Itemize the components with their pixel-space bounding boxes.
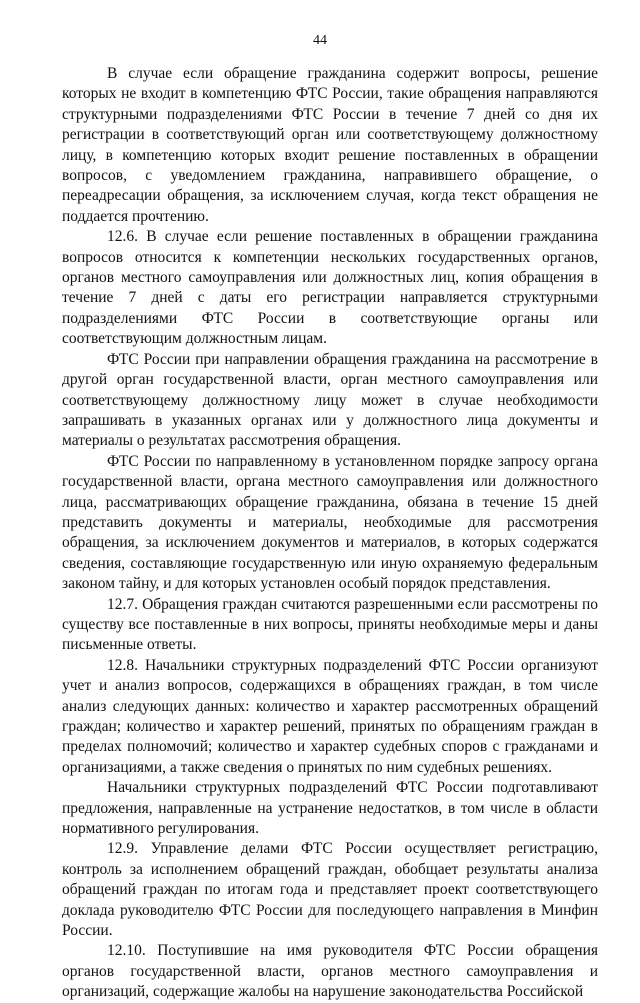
document-body (62, 64, 598, 1003)
paragraph-request-materials: ФТС России при направлении обращения гражданина на рассмотрение в другой орган государственной власти, орган местного самоуправления или соответствующему должностному лицу может в случае необходимости запрашивать в указанных органах или у должностного лица документы и материалы о результатах рассмотрения обращения. (62, 350, 598, 450)
paragraph-12-6: 12.6. В случае если решение поставленных в обращении гражданина вопросов относится к компетенции нескольких государственных органов, органов местного самоуправления или должностных лиц, копия обращения в течение 7 дней с даты его регистрации направляется структурными подразделениями ФТС России в соответствующие органы или соответствующим должностным лицам. (62, 228, 598, 348)
paragraph-12-8: 12.8. Начальники структурных подразделений ФТС России организуют учет и анализ вопросов, содержащихся в обращениях граждан, в том числе анализ следующих данных: количество и характер рассмотренных обращений граждан; количество и характер решений, принятых по обращениям граждан в пределах полномочий; количество и характер судебных споров с гражданами и организациями, а также сведения о принятых по ним судебных решениях. (62, 656, 598, 776)
paragraph-12-9: 12.9. Управление делами ФТС России осуществляет регистрацию, контроль за исполнением обращений граждан, обобщает результаты анализа обращений граждан по итогам года и представляет проект соответствующего доклада руководителю ФТС России для последующего направления в Минфин России. (62, 840, 598, 940)
paragraph-provide-documents: ФТС России по направленному в установленном порядке запросу органа государственной власти, органа местного самоуправления или должностного лица, рассматривающих обращение гражданина, обязана в течение 15 дней представить документы и материалы, необходимые для рассмотрения обращения, за исключением документов и материалов, в которых содержатся сведения, составляющие государственную или иную охраняемую федеральным законом тайну, и для которых установлен особый порядок представления. (62, 452, 598, 593)
paragraph-redirect-competence: В случае если обращение гражданина содержит вопросы, решение которых не входит в компетенцию ФТС России, такие обращения направляются структурными подразделениями ФТС России в течение 7 дней со дня их регистрации в соответствующий орган или соответствующему должностному лицу, в компетенцию которых входит решение поставленных в обращении вопросов, с уведомлением гражданина, направившего обращение, о переадресации обращения, за исключением случая, когда текст обращения не поддается прочтению. (62, 65, 598, 225)
page-number: 44 (313, 33, 327, 48)
paragraph-12-10: 12.10. Поступившие на имя руководителя ФТС России обращения органов государственной власти, органов местного самоуправления и организаций, содержащие жалобы на нарушение законодательства Российской (62, 942, 598, 1001)
paragraph-12-7: 12.7. Обращения граждан считаются разрешенными если рассмотрены по существу все поставленные в них вопросы, приняты необходимые меры и даны письменные ответы. (62, 595, 598, 654)
paragraph-proposals: Начальники структурных подразделений ФТС России подготавливают предложения, направленные на устранение недостатков, в том числе в области нормативного регулирования. (62, 779, 598, 838)
